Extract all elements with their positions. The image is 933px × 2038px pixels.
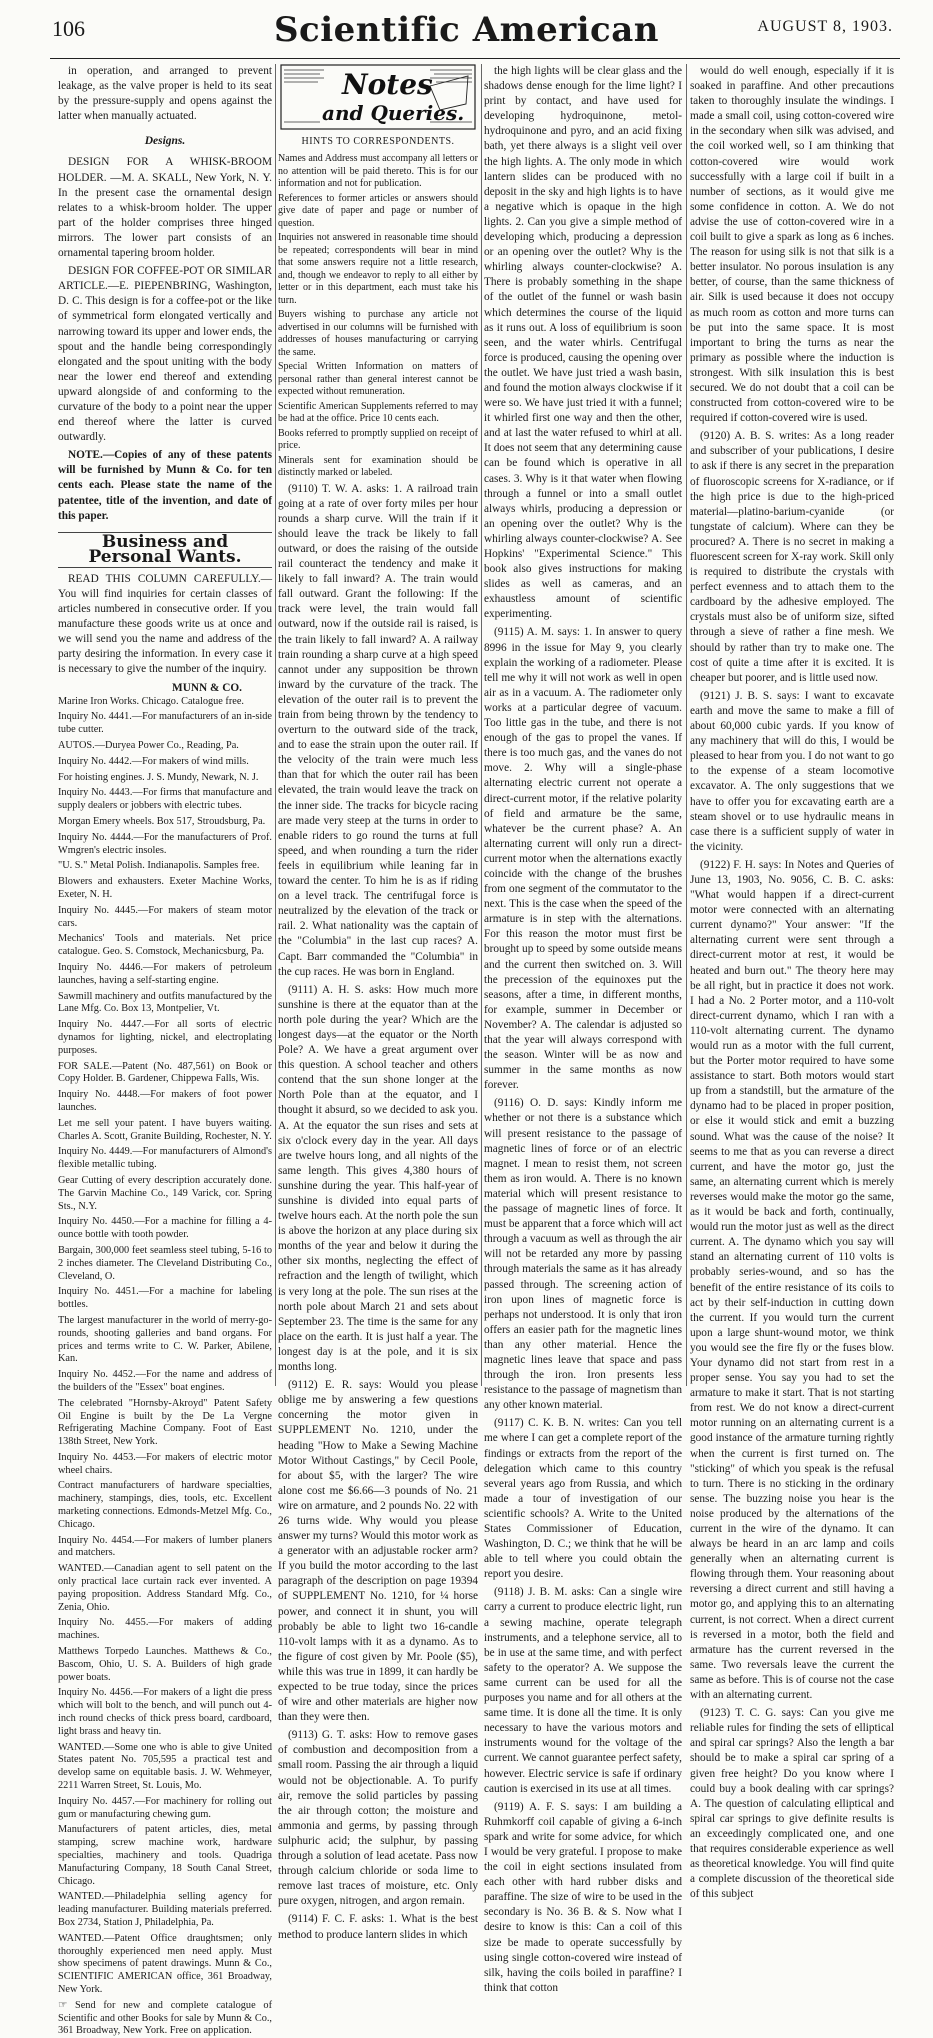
want-entry: WANTED.—Patent Office draughtsmen; only thoroughly experienced men need apply. Must show specimens of patent drawings. Munn & Co., SCIENTIFIC AMERICAN office, 361 Broadway, New York. xyxy=(58,1932,272,1995)
query-entry: (9120) A. B. S. writes: As a long reader and subscriber of your publications, I desire to ask if there is any secret in the preparation of fluoroscopic screens for X-radiance, or if the high price is due to the high-priced material—platino-barium-cyanide (or tungstate of calcium). Where can they be procured? A. There is no secret in making a fluorescent screen for X-ray work. Skill only is required to distribute the crystals with perfect evenness and to attach them to the cardboard by the adhesive employed. The crystals must also be of uniform size, sifted through a sieve of rather a fine mesh. We should by rather than try to make one. The cost of quite a time after it is excited. It is cheaper but poorer, and is little used now. xyxy=(690,430,894,684)
wants-list xyxy=(58,696,272,2038)
want-entry: Inquiry No. 4442.—For makers of wind mills. xyxy=(58,755,249,767)
hint-entry: Buyers wishing to purchase any article not advertised in our columns will be furnished with addresses of houses manufacturing or carrying the same. xyxy=(278,309,478,358)
hints-heading: HINTS TO CORRESPONDENTS. xyxy=(301,136,455,147)
queries-list xyxy=(690,64,894,1902)
want-entry: Matthews Torpedo Launches. Matthews & Co., Bascom, Ohio, U. S. A. Builders of high grade power boats. xyxy=(58,1646,272,1683)
header-rule xyxy=(50,58,900,59)
queries-list xyxy=(484,64,682,1996)
query-entry: (9111) A. H. S. asks: How much more sunshine is there at the equator than at the north pole during the year? Which are the longest days—at the equator or the North Pole? A. We have a great argument over this question. A school teacher and others contend that the sun shone longer at the North Pole than at the equator, and I thought it absurd, so we decided to ask you. A. At the equator the sun rises and sets at six o'clock every day in the year. All days are twelve hours long, and all nights of the same length. This gives 4,380 hours of sunshine during the year. This half-year of sunshine is divided into equal parts of twelve hours each. At the north pole the sun is above the horizon at any place during six months of the year and below it during the other six months, neglecting the effect of refraction and the length of twilight, which is very long at the pole. The sun rises at the north pole about March 21 and sets about September 23. The time is the same for any place on the earth. It is just half a year. The longest day is at the pole, and it is six months long. xyxy=(278,983,478,1374)
hints-list xyxy=(278,153,478,480)
column-1 xyxy=(58,64,272,2037)
want-entry: Contract manufacturers of hardware specialties, machinery, stampings, dies, tools, etc. Excellent marketing connections. Edmonds-Metzel Mfg. Co., Chicago. xyxy=(58,1480,272,1530)
want-entry: AUTOS.—Duryea Power Co., Reading, Pa. xyxy=(58,740,239,752)
query-entry: the high lights will be clear glass and the shadows dense enough for the lime light? I print by contact, and have used for developing hydroquinone, metol-hydroquinone and pyro, and an acid fixing bath, yet there always is a slight veil over the high lights. A. The only mode in which lantern slides can be produced with no deposit in the sky and high lights is to have a negative which is opaque in the high lights. 2. Can you give a simple method of developing which, producing a depression or an opening over the outlet? Why is the whirling always counter-clockwise? A. There is probably something in the shape of the outlet of the funnel or wash basin which determines the course of the liquid as it runs out. A loss of equilibrium is soon seen, and the water whirls. Centrifugal force is produced, causing the opening over the outlet. We have just tried a wash basin, and found the motion always clockwise if it were so. We have just tried it with a funnel; it whirled first one way and then the other, and at last the water refused to whirl at all. It does not seem that any determining cause can be found which is operative in all cases. 3. Why is it that water when flowing through a funnel or into a small outlet always whirls, producing a depression or an opening over the outlet? Why is the whirling always counter-clockwise? A. See Hopkins' "Experimental Science." This book also gives instructions for making slides as well as cameras, and an exhaustless amount of scientific experimenting. xyxy=(484,65,682,621)
column-divider xyxy=(481,64,482,1386)
want-entry: Inquiry No. 4443.—For firms that manufacture and supply dealers or jobbers with electric tubes. xyxy=(58,787,272,812)
want-entry: Inquiry No. 4448.—For makers of foot power launches. xyxy=(58,1089,272,1113)
want-entry: Inquiry No. 4454.—For makers of lumber planers and matchers. xyxy=(58,1534,272,1559)
want-entry: The largest manufacturer in the world of merry-go-rounds, shooting galleries and band organs. For prices and terms write to C. W. Parker, Abilene, Kan. xyxy=(58,1314,272,1365)
query-entry: (9117) C. K. B. N. writes: Can you tell me where I can get a complete report of the findings or extracts from the report of the delegation which came to this country several years ago from Russia, and which made a tour of investigation of our scientific schools? A. Write to the United States Commissioner of Education, Washington, D. C.; we think that he will be able to tell where you could obtain the report you desire. xyxy=(484,1417,682,1581)
hint-entry: Inquiries not answered in reasonable time should be repeated; correspondents will bear in mind that some answers require not a little research, and, though we endeavor to reply to all either by letter or in this department, each must take his turn. xyxy=(278,232,478,306)
column-divider xyxy=(686,64,687,1386)
query-entry: (9123) T. C. G. says: Can you give me reliable rules for finding the sets of elliptical and spiral car springs? Also the length a bar should be to make a spiral car spring of a given free height? Do you know where I could buy a book dealing with car springs? A. The question of calculating elliptical and spiral car springs to give definite results is an exceedingly complicated one, and one that requires considerable experience as well as theoretical knowledge. You will find quite a complete discussion of the theoretical side of this subject xyxy=(690,1707,894,1901)
banner-notes: Notes xyxy=(342,68,433,101)
notes-queries-logo xyxy=(280,64,476,130)
want-entry: Sawmill machinery and outfits manufactured by the Lane Mfg. Co. Box 13, Montpelier, Vt. xyxy=(58,990,272,1015)
queries-list xyxy=(278,482,478,1943)
issue-date: AUGUST 8, 1903. xyxy=(757,18,893,35)
want-entry: Inquiry No. 4450.—For a machine for filling a 4-ounce bottle with tooth powder. xyxy=(58,1216,272,1241)
want-entry: Inquiry No. 4447.—For all sorts of electric dynamos for lighting, nickel, and electroplating purposes. xyxy=(58,1019,272,1056)
want-entry: For hoisting engines. J. S. Mundy, Newark, N. J. xyxy=(58,771,259,783)
want-entry: WANTED.—Philadelphia selling agency for leading manufacturer. Building materials preferred. Box 2734, Station J, Philadelphia, Pa. xyxy=(58,1891,272,1928)
want-entry: Inquiry No. 4455.—For makers of adding machines. xyxy=(58,1617,272,1642)
want-entry: Inquiry No. 4444.—For the manufacturers of Prof. Wmgren's electric insoles. xyxy=(58,831,272,856)
query-entry: (9122) F. H. says: In Notes and Queries of June 13, 1903, No. 9056, C. B. C. asks: "What would happen if a direct-current motor were connected with an alternating current dynamo?" Your answer: "If the alternating current were sent through a direct-current motor at rest, it would be heated and burn out." The theory here may be all right, but in practice it does not work. I had a No. 2 Porter motor, and a 110-volt direct-current dynamo, which I ran with a 110-volt alternating current. The dynamo would run as a motor with the full current, but the Porter motor required to have some assistance to start. Both motors would start up from a standstill, but the armature of the dynamo had to be placed in proper position, or else it would stick and emit a buzzing sound. What was the cause of the noise? It seems to me that as you can reverse a direct current, and have the motor go, just the same, an alternating current which is merely reverses would make the motor go the same, as it would be back and forth, continually, would run the motor just as well as the direct current. A. The dynamo which you say will stand an alternating current of 110 volts is probably series-wound, and so has the benefit of the entire resistance of its coils to act by their self-induction in cutting down the current. If you would turn the current upon a large shunt-wound motor, we think you would see the fire fly or the fuses blow. Your dynamo did not start from rest in a proper sense. You say you had to set the armature to make it start. That is not starting from rest. We do not know a direct-current motor running on an alternating current is a good instance of the armature turning rightly when the current is first turned on. The "sticking" of which you speak is the refusal to turn. There is no sticking in the ordinary sense. The buzzing noise you hear is the noise produced by the alternations of the current in the wire of the dynamo. It can always be heard in an arc lamp and coils generally when an alternating current is flowing through them. Your reasoning about reversing a direct current and still having a motor go, and applying this to an alternating current, is not correct. When a direct current is reversed in a motor, both the field and armature has the current reversed in the same. Two reversals leave the current the same as before. This is of course not the case with an alternating current. xyxy=(690,858,894,1702)
column-3 xyxy=(484,64,682,1994)
want-entry: Inquiry No. 4456.—For makers of a light die press which will bolt to the bench, and will punch out 4-inch round checks of thick press board, cardboard, light brass and heavy tin. xyxy=(58,1687,272,1737)
page-number: 106 xyxy=(52,16,85,41)
want-entry: ☞ Send for new and complete catalogue of Scientific and other Books for sale by Munn & Co., 361 Broadway, New York. Free on application. xyxy=(58,1999,272,2037)
want-entry: Morgan Emery wheels. Box 517, Stroudsburg, Pa. xyxy=(58,816,266,828)
design-entry: DESIGN FOR COFFEE-POT OR SIMILAR ARTICLE.—E. PIEPENBRING, Washington, D. C. This design is for a coffee-pot or the like of symmetrical form elongated vertically and narrowing toward its upper and lower ends, the spout and the handle being correspondingly elongated and the spout uniting with the body near the lower end thereof and extending upward alongside of and conforming to the curvature of the body to a point near the upper end thereof where the latter is curved outwardly. xyxy=(58,265,272,444)
want-entry: Inquiry No. 4445.—For makers of steam motor cars. xyxy=(58,904,272,929)
want-entry: Inquiry No. 4457.—For machinery for rolling out gum or manufacturing chewing gum. xyxy=(58,1795,272,1820)
hint-entry: Scientific American Supplements referred to may be had at the office. Price 10 cents each. xyxy=(278,400,478,425)
want-entry: Blowers and exhausters. Exeter Machine Works, Exeter, N. H. xyxy=(58,876,272,901)
query-entry: (9121) J. B. S. says: I want to excavate earth and move the same to make a fill of about 60,000 cubic yards. If you know of any machinery that will do this, I would be pleased to hear from you. I do not want to go to the expense of a steam locomotive excavator. A. The only suggestions that we have to offer you for excavating earth are a steam shovel or to use hydraulic means in case there is a sufficient supply of water in the vicinity. xyxy=(690,689,894,853)
query-entry: (9115) A. M. says: 1. In answer to query 8996 in the issue for May 9, you clearly explain the working of a radiometer. Please tell me why it will not work as well in open air as in a vacuum. A. The radiometer only works at a particular degree of vacuum. Too little gas in the tube, and there is not enough of the gas to propel the vanes. If there is too much gas, and the vanes do not move. 2. Why will a single-phase alternating electric current not operate a direct-current motor, if the relative polarity of field and armature be the same, whatever be the current phase? A. An alternating current will only run a direct-current motor when the alternations exactly coincide with the change of the brushes from one segment of the commutator to the next. This is the case when the speed of the armature is in step with the alternations. For this reason the motor must first be brought up to speed by some outside means and the current then switched on. 3. Will the precession of the equinoxes put the seasons, after a time, in different months, for example, summer in December or November? A. The calendar is adjusted so that the year will always correspond with the season. Winter will be as now and summer in the same months as now forever. xyxy=(484,626,682,1092)
want-entry: Manufacturers of patent articles, dies, metal stamping, screw machine work, hardware specialties, machinery and tools. Quadriga Manufacturing Company, 18 South Canal Street, Chicago. xyxy=(58,1824,272,1887)
want-entry: Let me sell your patent. I have buyers waiting. Charles A. Scott, Granite Building, Rochester, N. Y. xyxy=(58,1117,272,1142)
hint-entry: Books referred to promptly supplied on receipt of price. xyxy=(278,427,478,452)
want-entry: Inquiry No. 4441.—For manufacturers of an in-side tube cutter. xyxy=(58,711,272,736)
column-divider xyxy=(275,64,276,1386)
masthead: Scientific American xyxy=(274,10,659,50)
want-entry: Bargain, 300,000 feet seamless steel tubing, 5-16 to 2 inches diameter. The Cleveland Distributing Co., Cleveland, O. xyxy=(58,1244,272,1282)
query-entry: (9116) O. D. says: Kindly inform me whether or not there is a substance which will present resistance to the passage of magnetic lines of force or of an electric magnet. I mean to resist them, not screen them as iron would. A. There is no known material which will present resistance to the passage of magnetic lines of force. It must be apparent that a force which will act through a vacuum as well as through the air will not be retarded any more by passing through materials the same as it has already passed through. The screening action of iron upon lines of magnetic force is perhaps not understood. It is only that iron offers an easier path for the magnetic lines than any other material. Hence the magnetic lines leave that space and pass through the iron. Iron presents less resistance to the passage of magnetism than any other known material. xyxy=(484,1097,682,1412)
want-entry: The celebrated "Hornsby-Akroyd" Patent Safety Oil Engine is built by the De La Vergne Refrigerating Machine Company. Foot of East 138th Street, New York. xyxy=(58,1397,272,1448)
hint-entry: Special Written Information on matters of personal rather than general interest cannot be expected without remuneration. xyxy=(278,361,478,398)
hint-entry: Minerals sent for examination should be distinctly marked or labeled. xyxy=(278,454,478,479)
query-entry: (9119) A. F. S. says: I am building a Ruhmkorff coil capable of giving a 6-inch spark and write for some advice, for which I would be very grateful. I propose to make the coil in eight sections insulated from each other with hard rubber disks and paraffine. The size of wire to be used in the secondary is No. 36 B. & S. Now what I desire to know is this: Can a coil of this size be made to operate successfully by using single cotton-covered wire instead of silk, having the coils boiled in paraffine? I think that cotton xyxy=(484,1800,682,1994)
banner-queries: and Queries. xyxy=(322,101,465,125)
want-entry: Inquiry No. 4452.—For the name and address of the builders of the "Essex" boat engines. xyxy=(58,1369,272,1393)
notes-queries-banner xyxy=(278,64,478,130)
design-entry: DESIGN FOR A WHISK-BROOM HOLDER. —M. A. SKALL, New York, N. Y. In the present case the ornamental design relates to a whisk-broom holder. The upper part of the holder comprises three hinged mirrors. The lower part consists of an ornamental tapering broom holder. xyxy=(58,156,272,260)
query-entry: (9113) G. T. asks: How to remove gases of combustion and decomposition from a small room. Passing the air through a liquid would not be objectionable. A. To purify air, remove the solid particles by passing the air through cotton; the moisture and ammonia and germs, by passing through sulphuric acid; the sulphur, by passing through a solution of lead acetate. Pass now through calcium chloride or soda lime to remove last traces of moisture, etc. Only pure oxygen, nitrogen, and argon remain. xyxy=(278,1729,478,1908)
query-entry: would do well enough, especially if it is soaked in paraffine. And other precautions taken to thoroughly insulate the windings. I made a small coil, using cotton-covered wire in the secondary when silk was advised, and the coil worked well, so I am thinking that cotton-covered wire would work successfully with a large coil if built in a number of sections, as it would give me some confidence in cotton. A. We do not advise the use of cotton-covered wire in a coil built to give a spark as long as 6 inches. The reason for using silk is not that silk is a better insulator. No porous insulation is any better, of course, than the same thickness of air. Silk is used because it does not occupy as much room as cotton and more turns can be put into the same space. It is most important to bring the turns as near the primary as possible where the induction is strongest. With silk insulation this is best secured. We do not doubt that a coil can be constructed from cotton-covered wire to be required if cotton-covered wire is used. xyxy=(690,65,894,425)
query-entry: (9110) T. W. A. asks: 1. A railroad train going at a rate of over forty miles per hour rounds a sharp curve. Will the train if it should leave the track be likely to fall outward, or does the raising of the outside rail counteract the tendency and make it likely to fall inward? A. The train would fall outward. Grant the following: If the track were level, the train would fall outward, now if the outside rail is raised, is the train likely to fall inward? A. A railway train rounding a sharp curve at a high speed cannot under any supposition be thrown inward by the curvature of the track. The elevation of the outer rail is to prevent the train from being thrown by the tendency to overturn to the outward side of the track, and to ease the strain upon the outer rail. If the velocity of the train were much less than that for which the outer rail has been elevated, the train would leave the track on the inner side. The tracks for bicycle racing are made very steep at the turns in order to enable riders to go round the turns at full speed, and when rounding a turn the rider feels in equilibrium while leaning far in toward the center. To him he is as if riding on a level track. The centrifugal force is neutralized by the elevation of the track or rail. 2. What nationality was the captain of the "Columbia" in the last cup races? A. Capt. Barr commanded the "Columbia" in the cup races. He was born in England. xyxy=(278,482,478,978)
business-wants-heading: Business and Personal Wants. xyxy=(58,532,272,568)
want-entry: "U. S." Metal Polish. Indianapolis. Samples free. xyxy=(58,860,260,872)
want-entry: WANTED.—Canadian agent to sell patent on the only practical lace curtain rack ever invented. A paying proposition. Address Standard Mfg. Co., Zenia, Ohio. xyxy=(58,1563,272,1613)
query-entry: (9114) F. C. F. asks: 1. What is the best method to produce lantern slides in which xyxy=(278,1913,478,1941)
want-entry: Inquiry No. 4453.—For makers of electric motor wheel chairs. xyxy=(58,1451,272,1476)
hint-entry: References to former articles or answers should give date of paper and page or number of question. xyxy=(278,192,478,229)
column-4 xyxy=(690,64,894,1901)
want-entry: FOR SALE.—Patent (No. 487,561) on Book or Copy Holder. B. Gardener, Chippewa Falls, Wis. xyxy=(58,1060,272,1085)
patent-note: NOTE.—Copies of any of these patents will be furnished by Munn & Co. for ten cents each. Please state the name of the patentee, title of the invention, and date of this paper. xyxy=(58,449,272,522)
want-entry: Marine Iron Works. Chicago. Catalogue free. xyxy=(58,695,244,707)
column-2 xyxy=(278,64,478,1941)
munn-signature: MUNN & CO. xyxy=(172,681,242,694)
want-entry: WANTED.—Some one who is able to give United States patent No. 705,595 a practical test and develop same on equitable basis. J. W. Wehmeyer, 2211 Warren Street, St. Louis, Mo. xyxy=(58,1741,272,1792)
query-entry: (9118) J. B. M. asks: Can a single wire carry a current to produce electric light, run a sewing machine, operate telegraph instruments, and a telephone service, all to be in use at the same time, and with perfect safety to the operator? A. We suppose the same current can be used for all the purposes you name and for all others at the same time. It is done all the time. It is only necessary to have the various motors and instruments wound for the voltage of the current. We cannot guarantee perfect safety, however. Electric service is safe if ordinary caution is exercised in its use at all times. xyxy=(484,1586,682,1795)
want-entry: Inquiry No. 4449.—For manufacturers of Almond's flexible metallic tubing. xyxy=(58,1146,272,1171)
read-notice: READ THIS COLUMN CAREFULLY.—You will find inquiries for certain classes of articles numbered in consecutive order. If you manufacture these goods write us at once and we will send you the name and address of the party desiring the information. In every case it is necessary to give the number of the inquiry. xyxy=(58,572,272,676)
want-entry: Inquiry No. 4451.—For a machine for labeling bottles. xyxy=(58,1286,272,1311)
page-header xyxy=(0,0,933,50)
want-entry: Inquiry No. 4446.—For makers of petroleum launches, having a self-starting engine. xyxy=(58,962,272,986)
query-entry: (9112) E. R. says: Would you please oblige me by answering a few questions concerning the motor given in SUPPLEMENT No. 1210, under the heading "How to Make a Sewing Machine Motor Without Castings," by Cecil Poole, for about $5, with the larger? The wire alone cost me $6.66—3 pounds of No. 21 wire on armature, and 2 pounds No. 22 with 26 turns wide. Why would you please answer my turns? Would this motor work as a generator with an adjustable rocker arm? If you build the motor according to the last paragraph of the description on page 19394 of SUPPLEMENT No. 1210, for ¼ horse power, and connect it in shunt, you will probably be able to light two 16-candle 110-volt lamps with it as a dynamo. As to the figure of cost given by Mr. Poole ($5), while this was true in 1899, it can hardly be expected to be true today, since the prices of wire and other materials are higher now than they were then. xyxy=(278,1379,478,1724)
intro-paragraph: in operation, and arranged to prevent leakage, as the valve proper is held to its seat by the pressure-supply and opens against the latter when manually actuated. xyxy=(58,65,272,123)
want-entry: Mechanics' Tools and materials. Net price catalogue. Geo. S. Comstock, Mechanicsburg, Pa. xyxy=(58,933,272,958)
want-entry: Gear Cutting of every description accurately done. The Garvin Machine Co., 149 Varick, cor. Spring Sts., N.Y. xyxy=(58,1174,272,1212)
hint-entry: Names and Address must accompany all letters or no attention will be paid thereto. This is for our information and not for publication. xyxy=(278,153,478,190)
designs-heading: Designs. xyxy=(144,135,186,148)
